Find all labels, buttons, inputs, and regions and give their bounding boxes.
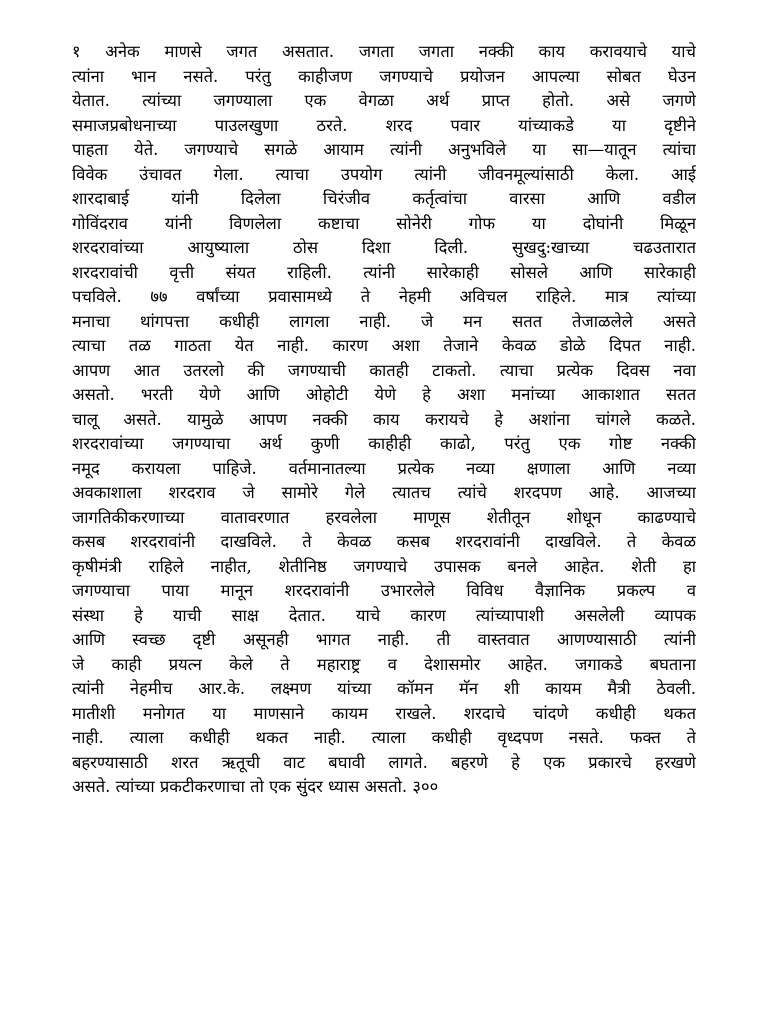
text-line-17: शरदरावांच्या जगण्याचा अर्थ कुणी काहीही काढो, परंतु एक गोष्ट नक्की (72, 434, 696, 453)
text-line-20: जागतिकीकरणाच्या वातावरणात हरवलेला माणूस शेतीतून शोधून काढण्याचे (72, 507, 696, 527)
text-line-30: बहरण्यासाठी शरत ऋतूची वाट बघावी लागते. बहरणे हे एक प्रकारचे हरखणे (72, 752, 696, 772)
text-line-7: शारदाबाई यांनी दिलेला चिरंजीव कर्तृत्वांचा वारसा आणि वडील (72, 189, 696, 208)
text-line-13: त्याचा तळ गाठता येत नाही. कारण अशा तेजाने केवळ डोळे दिपत नाही. (72, 336, 696, 355)
text-line-16: चालू असते. यामुळे आपण नक्की काय करायचे हे अशांना चांगले कळते. (72, 409, 696, 429)
text-line-21: कसब शरदरावांनी दाखविले. ते केवळ कसब शरदरावांनी दाखविले. ते केवळ (72, 532, 696, 551)
text-line-25: आणि स्वच्छ दृष्टी असूनही भागत नाही. ती वास्तवात आणण्यासाठी त्यांनी (72, 630, 696, 649)
text-line-8: गोविंदराव यांनी विणलेला कष्टाचा सोनेरी गोफ या दोघांनी मिळून (72, 213, 696, 233)
text-line-4: समाजप्रबोधनाच्या पाउलखुणा ठरते. शरद पवार यांच्याकडे या दृष्टीने (72, 115, 696, 135)
text-line-18: नमूद करायला पाहिजे. वर्तमानातल्या प्रत्येक नव्या क्षणाला आणि नव्या (72, 458, 696, 478)
text-line-26: जे काही प्रयत्न केले ते महाराष्ट्र व देशासमोर आहेत. जगाकडे बघताना (72, 654, 696, 674)
text-line-5: पाहता येते. जगण्याचे सगळे आयाम त्यांनी अनुभविले या सा—यातून त्यांचा (72, 140, 696, 159)
text-line-15: असतो. भरती येणे आणि ओहोटी येणे हे अशा मनांच्या आकाशात सतत (72, 385, 696, 404)
text-line-31: असते. त्यांच्या प्रकटीकरणाचा तो एक सुंदर ध्यास असतो. ३०० (72, 777, 439, 796)
text-line-19: अवकाशाला शरदराव जे सामोरे गेले त्यातच त्यांचे शरदपण आहे. आजच्या (72, 483, 696, 502)
text-line-27: त्यांनी नेहमीच आर.के. लक्ष्मण यांच्या कॉमन मॅन शी कायम मैत्री ठेवली. (72, 679, 696, 698)
text-line-12: मनाचा थांगपत्ता कधीही लागला नाही. जे मन सतत तेजाळलेले असते (72, 311, 696, 331)
text-line-14: आपण आत उतरलो की जगण्याची कातही टाकतो. त्याचा प्रत्येक दिवस नवा (72, 360, 696, 380)
body-paragraph (72, 40, 696, 800)
text-line-28: मातीशी मनोगत या माणसाने कायम राखले. शरदाचे चांदणे कधीही थकत (72, 703, 696, 723)
text-line-9: शरदरावांच्या आयुष्याला ठोस दिशा दिली. सुखदु:खाच्या चढउतारात (72, 238, 696, 257)
text-line-29: नाही. त्याला कधीही थकत नाही. त्याला कधीही वृध्दपण नसते. फक्त ते (72, 728, 696, 747)
text-line-22: कृषीमंत्री राहिले नाहीत, शेतीनिष्ठ जगण्याचे उपासक बनले आहेत. शेती हा (72, 556, 696, 576)
text-line-3: येतात. त्यांच्या जगण्याला एक वेगळा अर्थ प्राप्त होतो. असे जगणे (72, 91, 696, 110)
text-line-2: त्यांना भान नसते. परंतु काहीजण जगण्याचे प्रयोजन आपल्या सोबत घेउन (72, 66, 696, 86)
text-line-10: शरदरावांची वृत्ती संयत राहिली. त्यांनी सारेकाही सोसले आणि सारेकाही (72, 262, 696, 282)
text-line-24: संस्था हे याची साक्ष देतात. याचे कारण त्यांच्यापाशी असलेली व्यापक (72, 605, 696, 625)
text-line-23: जगण्याचा पाया मानून शरदरावांनी उभारलेले विविध वैज्ञानिक प्रकल्प व (72, 581, 696, 600)
text-line-1: १ अनेक माणसे जगत असतात. जगता जगता नक्की काय करावयाचे याचे (72, 42, 696, 61)
text-line-6: विवेक उंचावत गेला. त्याचा उपयोग त्यांनी जीवनमूल्यांसाठी केला. आई (72, 164, 696, 184)
text-line-11: पचविले. ७७ वर्षांच्या प्रवासामध्ये ते नेहमी अविचल राहिले. मात्र त्यांच्या (72, 287, 696, 306)
